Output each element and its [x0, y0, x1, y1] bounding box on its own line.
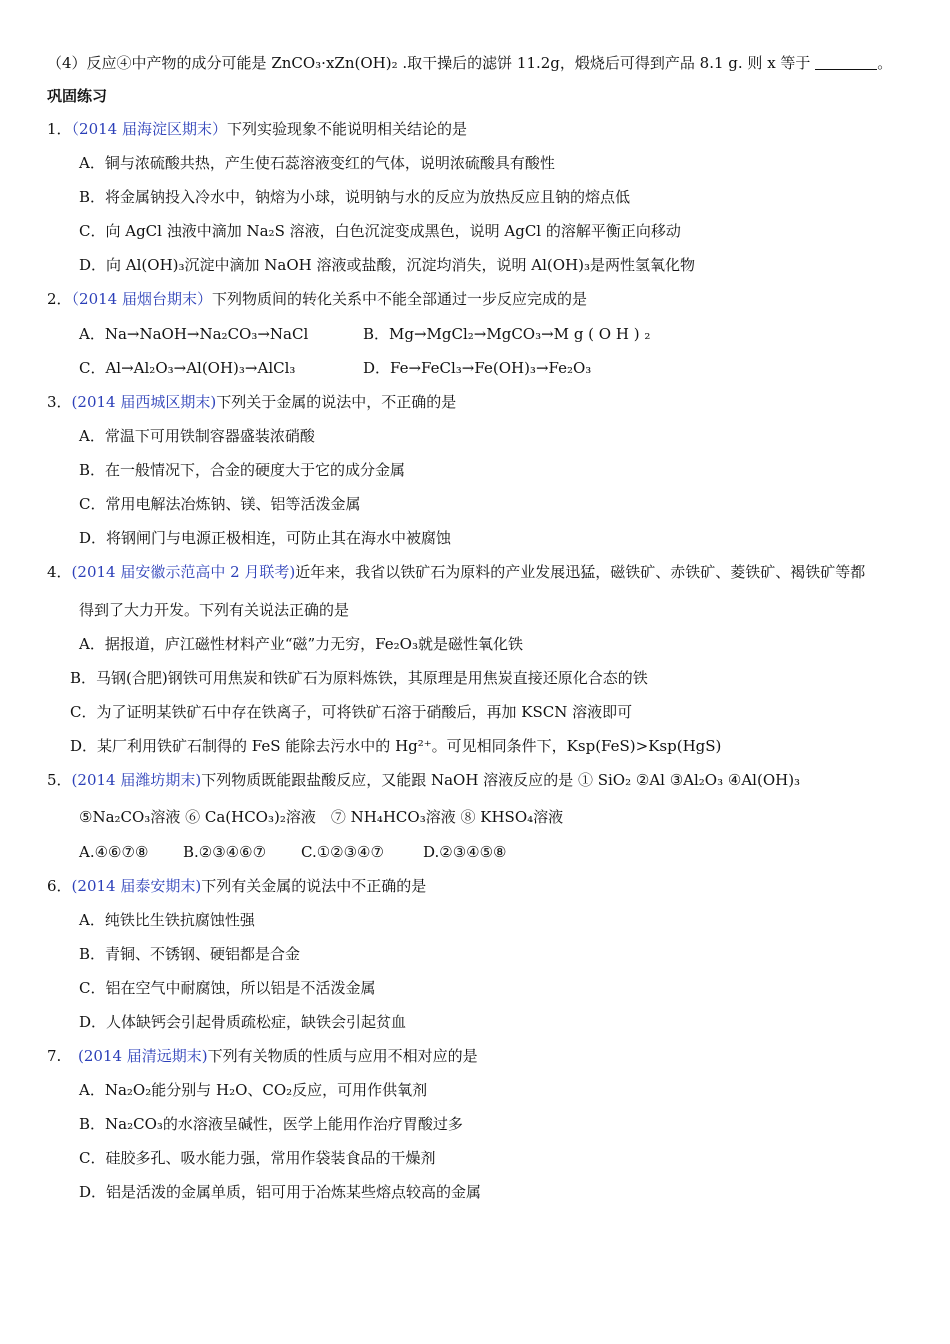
- question-source: (2014 届泰安期末): [71, 877, 202, 895]
- option-b: B．在一般情况下，合金的硬度大于它的成分金属: [79, 461, 406, 479]
- option-d: D.②③④⑤⑧: [423, 843, 507, 861]
- option-a: A．据报道，庐江磁性材料产业“磁”力无穷，Fe₂O₃就是磁性氧化铁: [79, 635, 523, 653]
- question-stem: 下列有关金属的说法中不正确的是: [201, 877, 427, 895]
- option-c: C.①②③④⑦: [301, 843, 384, 861]
- option-b: B．马钢(合肥)钢铁可用焦炭和铁矿石为原料炼铁，其原理是用焦炭直接还原化合态的铁: [70, 669, 648, 687]
- question-2: [47, 292, 587, 307]
- option-c: C．向 AgCl 浊液中滴加 Na₂S 溶液，白色沉淀变成黑色，说明 AgCl 的溶解平衡正向移动: [79, 222, 681, 240]
- option-a: A．纯铁比生铁抗腐蚀性强: [79, 911, 255, 929]
- intro-line: [47, 55, 892, 71]
- option-a: A．常温下可用铁制容器盛装浓硝酸: [79, 427, 315, 445]
- question-stem: 下列实验现象不能说明相关结论的是: [227, 120, 468, 138]
- option-c: C．为了证明某铁矿石中存在铁离子，可将铁矿石溶于硝酸后，再加 KSCN 溶液即可: [70, 703, 633, 721]
- answer-blank: [815, 55, 877, 70]
- question-stem-continued: ⑤Na₂CO₃溶液 ⑥ Ca(HCO₃)₂溶液 ⑦ NH₄HCO₃溶液 ⑧ KHSO₄溶液: [79, 808, 564, 826]
- question-stem: 下列关于金属的说法中，不正确的是: [216, 393, 457, 411]
- option-c: C．铝在空气中耐腐蚀，所以铝是不活泼金属: [79, 979, 376, 997]
- question-5: [47, 773, 800, 788]
- question-source: （2014 届海淀区期末）: [71, 120, 227, 138]
- question-stem: 近年来，我省以铁矿石为原料的产业发展迅猛，磁铁矿、赤铁矿、菱铁矿、褐铁矿等都: [295, 563, 866, 581]
- question-stem: 下列物质间的转化关系中不能全部通过一步反应完成的是: [212, 290, 588, 308]
- question-number: 5．: [47, 771, 72, 789]
- option-c: C．常用电解法冶炼钠、镁、铝等活泼金属: [79, 495, 361, 513]
- question-source: (2014 届潍坊期末): [71, 771, 202, 789]
- option-a: A．铜与浓硫酸共热，产生使石蕊溶液变红的气体，说明浓硫酸具有酸性: [79, 154, 555, 172]
- question-number: 4．: [47, 563, 72, 581]
- intro-text: （4）反应④中产物的成分可能是 ZnCO₃·xZn(OH)₂ .取干操后的滤饼 11.2g，煅烧后可得到产品 8.1 g. 则 x 等于: [47, 54, 816, 72]
- question-stem: 下列有关物质的性质与应用不相对应的是: [207, 1047, 478, 1065]
- option-b: B．青铜、不锈钢、硬铝都是合金: [79, 945, 301, 963]
- question-number: 2．: [47, 290, 72, 308]
- option-d: D．铝是活泼的金属单质，铝可用于冶炼某些熔点较高的金属: [79, 1183, 482, 1201]
- option-d: D．Fe→FeCl₃→Fe(OH)₃→Fe₂O₃: [363, 359, 592, 377]
- question-number: 1．: [47, 120, 72, 138]
- option-b: B．将金属钠投入冷水中，钠熔为小球，说明钠与水的反应为放热反应且钠的熔点低: [79, 188, 631, 206]
- option-c: C．Al→Al₂O₃→Al(OH)₃→AlCl₃: [79, 359, 296, 377]
- intro-text-end: 。: [877, 54, 893, 72]
- question-source: （2014 届烟台期末）: [71, 290, 212, 308]
- option-c: C．硅胶多孔、吸水能力强，常用作袋装食品的干燥剂: [79, 1149, 436, 1167]
- option-a: A．Na→NaOH→Na₂CO₃→NaCl: [79, 325, 309, 343]
- option-d: D．将钢闸门与电源正极相连，可防止其在海水中被腐蚀: [79, 529, 452, 547]
- question-number: 3．: [47, 393, 72, 411]
- question-stem-continued: 得到了大力开发。下列有关说法正确的是: [79, 601, 350, 619]
- question-source: (2014 届清远期末): [78, 1047, 208, 1065]
- question-6: [47, 879, 426, 894]
- section-title: 巩固练习: [47, 87, 108, 105]
- question-source: (2014 届西城区期末): [71, 393, 217, 411]
- question-source: (2014 届安徽示范高中 2 月联考): [71, 563, 296, 581]
- option-a: A.④⑥⑦⑧: [79, 843, 149, 861]
- option-d: D．人体缺钙会引起骨质疏松症，缺铁会引起贫血: [79, 1013, 407, 1031]
- question-number: 6．: [47, 877, 72, 895]
- question-3: [47, 395, 456, 410]
- question-number: 7.: [47, 1047, 62, 1065]
- option-d: D．某厂利用铁矿石制得的 FeS 能除去污水中的 Hg²⁺。可见相同条件下，Ksp(FeS)>Ksp(HgS): [70, 737, 722, 755]
- option-a: A．Na₂O₂能分别与 H₂O、CO₂反应，可用作供氧剂: [79, 1081, 428, 1099]
- option-b: B.②③④⑥⑦: [183, 843, 267, 861]
- option-b: B．Mg→MgCl₂→MgCO₃→M g ( O H ) ₂: [363, 325, 651, 343]
- question-4: [47, 565, 865, 580]
- option-d: D．向 Al(OH)₃沉淀中滴加 NaOH 溶液或盐酸，沉淀均消失，说明 Al(OH)₃是两性氢氧化物: [79, 256, 695, 274]
- question-7: [47, 1049, 478, 1064]
- question-1: [47, 122, 467, 137]
- option-b: B．Na₂CO₃的水溶液呈碱性，医学上能用作治疗胃酸过多: [79, 1115, 463, 1133]
- options-row: [79, 845, 507, 860]
- question-stem: 下列物质既能跟盐酸反应，又能跟 NaOH 溶液反应的是 ① SiO₂ ②Al ③Al₂O₃ ④Al(OH)₃: [201, 771, 801, 789]
